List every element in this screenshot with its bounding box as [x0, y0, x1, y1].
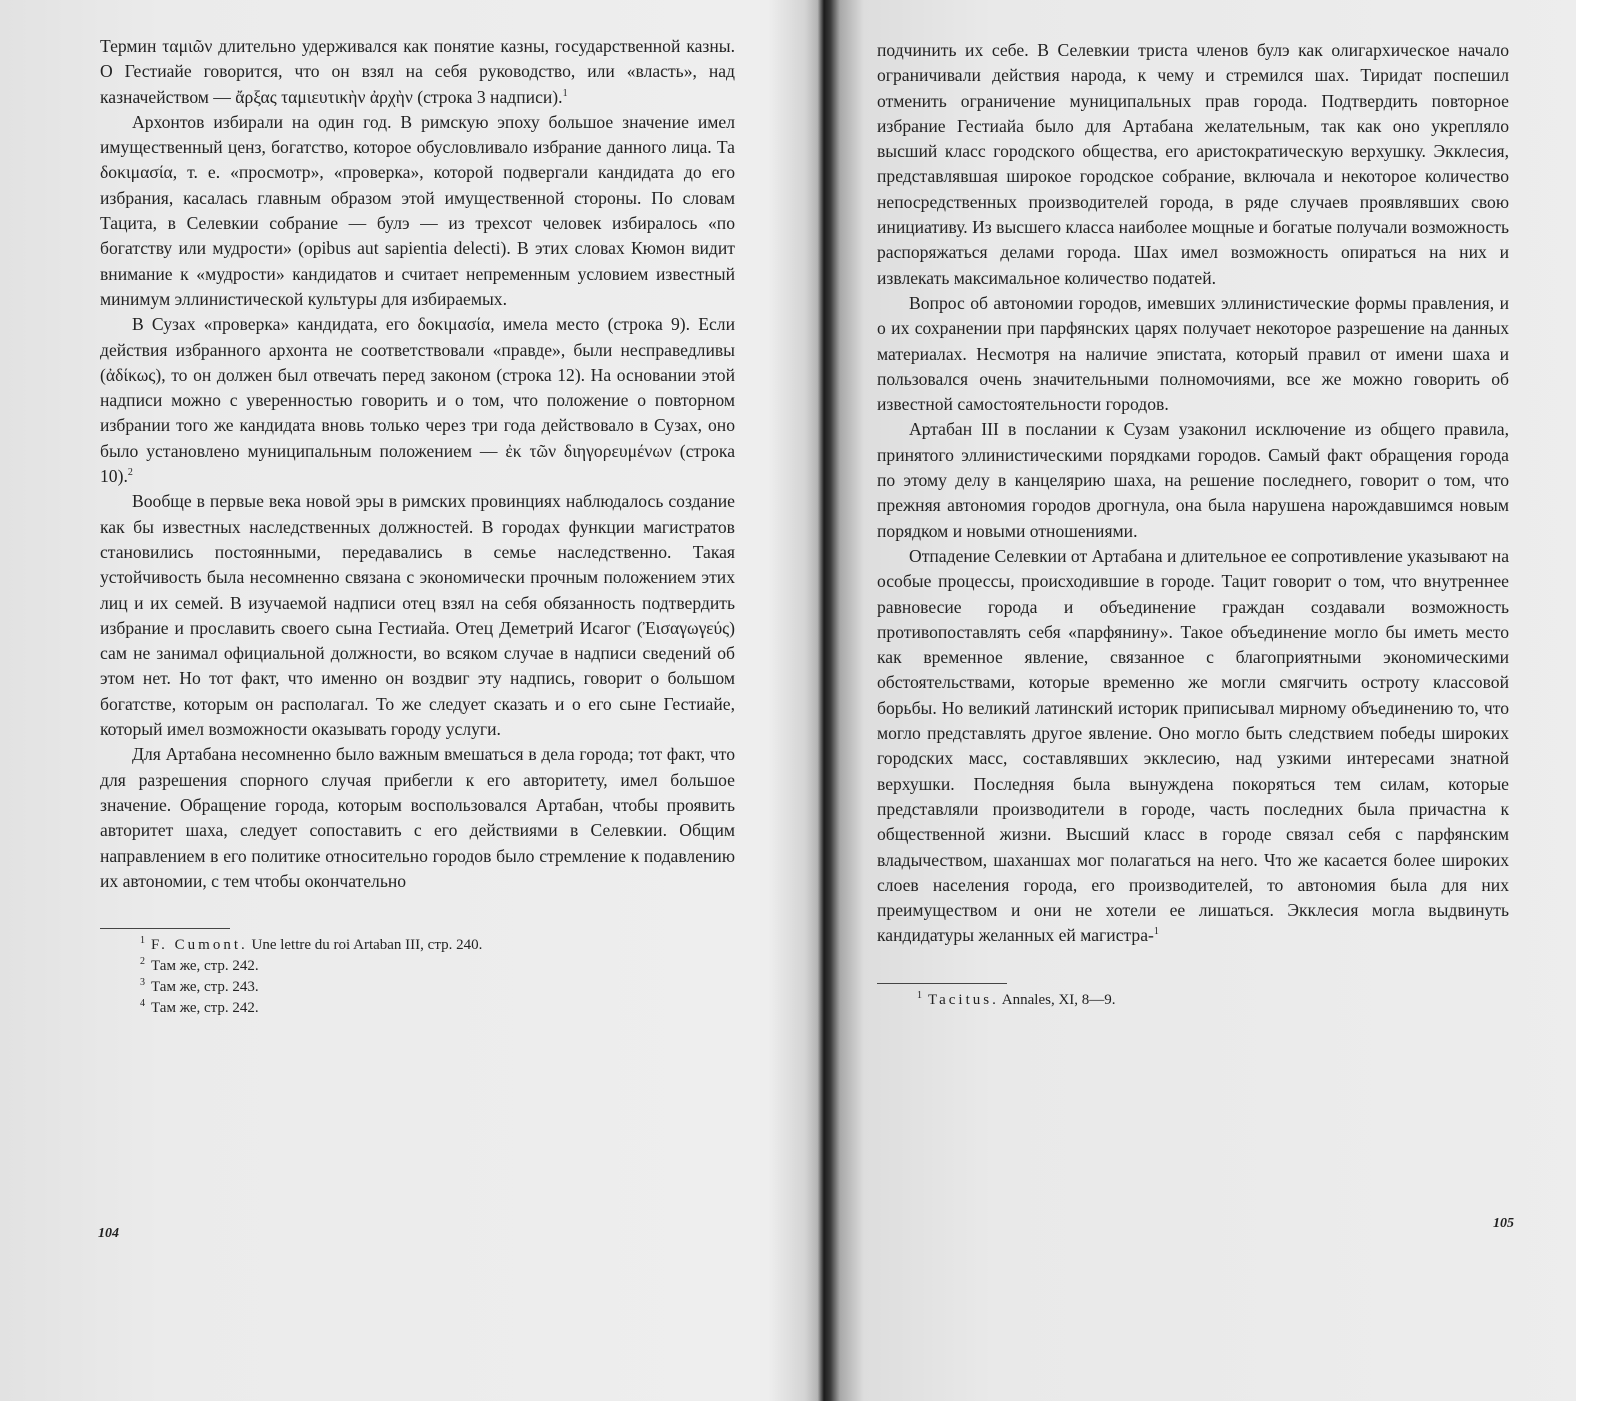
footnote-mark: 1	[562, 87, 568, 99]
footnote: $^2$ Там же, стр. 242.	[140, 956, 259, 975]
paragraph: Вопрос об автономии городов, имевших эллинистические формы правления, и о их сохранении при парфянских царях получает некоторое разрешение на данных материалах. Несмотря на наличие эпистата, который правил от имени шаха и пользовался очень значительными полномочиями, все же можно говорить об известной самостоятельности городов.	[877, 292, 1509, 415]
paragraph: Для Артабана несомненно было важным вмешаться в дела города; тот факт, что для разрешения спорного случая прибегли к его авторитету, имел большое значение. Обращение города, которым воспользовался Артабан, чтобы проявить авторитет шаха, следует сопоставить с его действиями в Селевкии. Общим направлением в его политике относительно городов было стремление к подавлению их автономии, с тем чтобы окончательно	[100, 744, 735, 891]
footnote: $^1$ F. Cumont. Une lettre du roi Artaban III, стр. 240.	[140, 935, 483, 954]
paragraph: Архонтов избирали на один год. В римскую эпоху большое значение имел имущественный ценз, богатство, которое обусловливало избрание данного лица. Та δοκιμασία, т. е. «просмотр», «проверка», которой подвергали кандидата до его избрания, касалась главным образом этой имущественной стороны. По словам Тацита, в Селевкии собрание — булэ — из трехсот человек избиралось «по богатству или мудрости» (opibus aut sapientia delecti). В этих словах Кюмон видит внимание к «мудрости» кандидатов и считает непременным условием известный минимум эллинистической культуры для избираемых.	[100, 111, 735, 309]
page-number: 105	[1493, 1216, 1514, 1231]
footnote-mark: 1	[1153, 926, 1159, 938]
footnote: $^3$ Там же, стр. 243.	[140, 977, 259, 996]
paragraph: подчинить их себе. В Селевкии триста членов булэ как олигархическое начало ограничивали действия народа, к чему и стремился шах. Тиридат поспешил отменить ограничение муниципальных прав города. Подтвердить повторное избрание Гестиайа было для Артабана желательным, так как оно укрепляло высший класс городского общества, его аристократическую верхушку. Экклесия, представлявшая широкое городское собрание, включала и некоторое количество непосредственных производителей города, в ряде случаев проявлявших свою инициативу. Из высшего класса наиболее мощные и богатые получали возможность распоряжаться делами города. Шах имел возможность опираться на них и извлекать максимальное количество податей.	[877, 40, 1509, 288]
paragraph: Артабан III в послании к Сузам узаконил исключение из общего правила, принятого эллинистическими порядками городов. Самый факт обращения города по этому делу в канцелярию шаха, на решение последнего, говорит о том, что прежняя автономия городов дрогнула, она была нарушена нарождавшимся новым порядком и новыми отношениями.	[877, 419, 1509, 541]
paragraph: Вообще в первые века новой эры в римских провинциях наблюдалось создание как бы известных наследственных должностей. В городах функции магистратов становились постоянными, передавались в семье наследственно. Такая устойчивость была несомненно связана с экономически прочным положением этих лиц и их семей. В изучаемой надписи отец взял на себя обязанность подтвердить избрание и прославить своего сына Гестиайа. Отец Деметрий Исагог (Ἐισαγωγεύς) сам не занимал официальной должности, во всяком случае в надписи сведений об этом нет. Но тот факт, что именно он воздвиг эту надпись, говорит о большом богатстве, которым он располагал. То же следует сказать и о его сыне Гестиайе, который имел возможности оказывать городу услуги.	[100, 491, 735, 740]
footnote: $^1$ Tacitus. Annales, XI, 8—9.	[917, 989, 1116, 1008]
page-number: 104	[98, 1226, 119, 1241]
left-page	[100, 34, 735, 1019]
paragraph: В Сузах «проверка» кандидата, его δοκιμασία, имела место (строка 9). Если действия избранного архонта не соответствовали «правде», были несправедливы (ἀδίκως), то он должен был отвечать перед законом (строка 12). На основании этой надписи можно с уверенностью говорить и о том, что положение о повторном избрании того же кандидата вновь только через три года действовало в Сузах, оно было установлено муниципальным положением — ἐκ τῶν διηγορευμένων (строка 10).$^2$	[100, 314, 735, 487]
right-page	[877, 38, 1509, 1011]
footnote: $^4$ Там же, стр. 242.	[140, 998, 259, 1017]
paragraph: Термин ταμιῶν длительно удерживался как понятие казны, государственной казны. О Гестиайе говорится, что он взял на себя руководство, или «власть», над казначейством — ἄρξας ταμιευτικὴν ἀρχὴν (строка 3 надписи).$^1$	[100, 36, 735, 107]
paragraph: Отпадение Селевкии от Артабана и длительное ее сопротивление указывают на особые процессы, происходившие в городе. Тацит говорит о том, что внутреннее равновесие города и объединение граждан создавали возможность противопоставлять себя «парфянину». Такое объединение могло бы иметь место как временное явление, связанное с благоприятными экономическими обстоятельствами, которые временно же могли смягчить остроту классовой борьбы. Но великий латинский историк приписывал мирному объединению то, что могло представлять другое явление. Оно могло быть следствием победы широких городских масс, составлявших экклесию, над узкими интересами знатной верхушки. Последняя была вынуждена покоряться тем силам, которые представляли производители в городе, часть последних была причастна к общественной жизни. Высший класс в городе связал себя с парфянским владычеством, шаханшах мог полагаться на него. Что же касается более широких слоев населения города, его производителей, то автономия была для них преимуществом и они не хотели ее лишаться. Экклесия могла выдвинуть кандидатуры желанных ей магистра-$^1$	[877, 545, 1509, 946]
footnote-divider	[877, 983, 1007, 984]
footnote-mark: 2	[127, 467, 133, 479]
footnote-divider	[100, 928, 230, 929]
